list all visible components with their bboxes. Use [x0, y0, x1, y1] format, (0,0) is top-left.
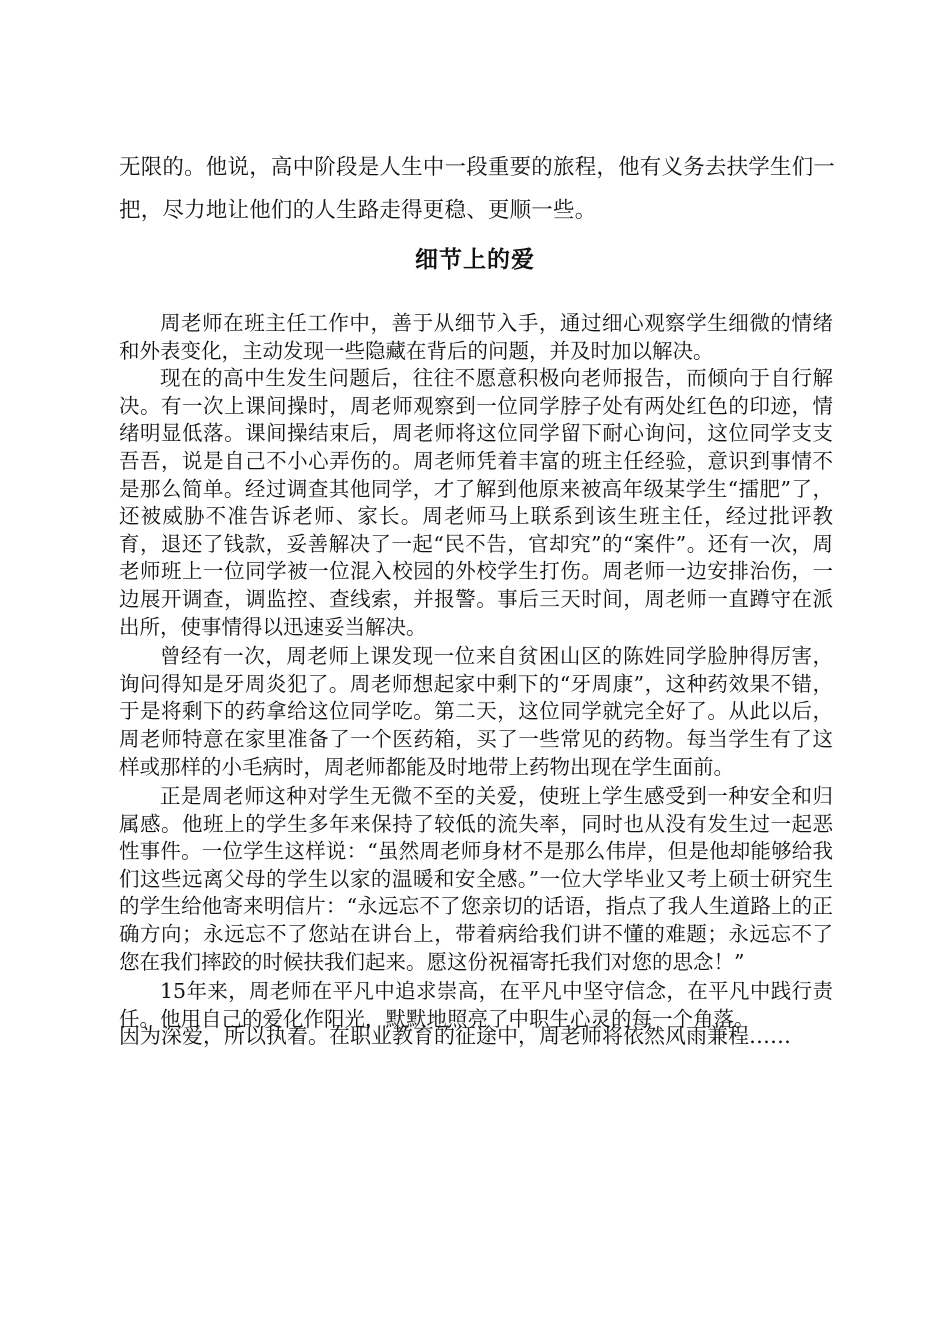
- closing-line: 因为深爱，所以执着。在职业教育的征途中，周老师将依然风雨兼程……: [119, 1024, 791, 1048]
- body-paragraph: 现在的高中生发生问题后，往往不愿意积极向老师报告，而倾向于自行解决。有一次上课间操时，周老师观察到一位同学脖子处有两处红色的印迹，情绪明显低落。课间操结束后，周老师将这位同学留下耐心询问，这位同学支支吾吾，说是自己不小心弄伤的。周老师凭着丰富的班主任经验，意识到事情不是那么简单。经过调查其他同学，才了解到他原来被高年级某学生“擂肥”了，还被威胁不准告诉老师、家长。周老师马上联系到该生班主任，经过批评教育，退还了钱款，妥善解决了一起“民不告，官却究”的“案件”。还有一次，周老师班上一位同学被一位混入校园的外校学生打伤。周老师一边安排治伤，一边展开调查，调监控、查线索，并报警。事后三天时间，周老师一直蹲守在派出所，使事情得以迅速妥当解决。: [119, 366, 833, 639]
- intro-paragraph: [119, 146, 839, 232]
- section-body: [119, 310, 833, 1033]
- intro-line: 无限的。他说，高中阶段是人生中一段重要的旅程，他有义务去扶学生们一: [119, 155, 836, 180]
- body-paragraph: 周老师在班主任工作中，善于从细节入手，通过细心观察学生细微的情绪和外表变化，主动发现一些隐藏在背后的问题，并及时加以解决。: [119, 311, 833, 363]
- body-paragraph: 正是周老师这种对学生无微不至的关爱，使班上学生感受到一种安全和归属感。他班上的学生多年来保持了较低的流失率，同时也从没有发生过一起恶性事件。一位学生这样说：“虽然周老师身材不是那么伟岸，但是他却能够给我们这些远离父母的学生以家的温暖和安全感。”一位大学毕业又考上硕士研究生的学生给他寄来明信片：“永远忘不了您亲切的话语，指点了我人生道路上的正确方向；永远忘不了您站在讲台上，带着病给我们讲不懂的难题；永远忘不了您在我们摔跤的时候扶我们起来。愿这份祝福寄托我们对您的思念！”: [119, 784, 833, 974]
- body-paragraph: 曾经有一次，周老师上课发现一位来自贫困山区的陈姓同学脸肿得厉害，询问得知是牙周炎犯了。周老师想起家中剩下的“牙周康”，这种药效果不错，于是将剩下的药拿给这位同学吃。第二天，这位同学就完全好了。从此以后，周老师特意在家里准备了一个医药箱，买了一些常见的药物。每当学生有了这样或那样的小毛病时，周老师都能及时地带上药物出现在学生面前。: [119, 644, 833, 779]
- section-title: 细节上的爱: [415, 246, 535, 273]
- intro-line: 把，尽力地让他们的人生路走得更稳、更顺一些。: [119, 198, 597, 223]
- closing-paragraph: [119, 1022, 839, 1050]
- body-paragraph: 15年来，周老师在平凡中追求崇高，在平凡中坚守信念，在平凡中践行责任。他用自己的爱化作阳光，默默地照亮了中职生心灵的每一个角落。: [119, 979, 833, 1031]
